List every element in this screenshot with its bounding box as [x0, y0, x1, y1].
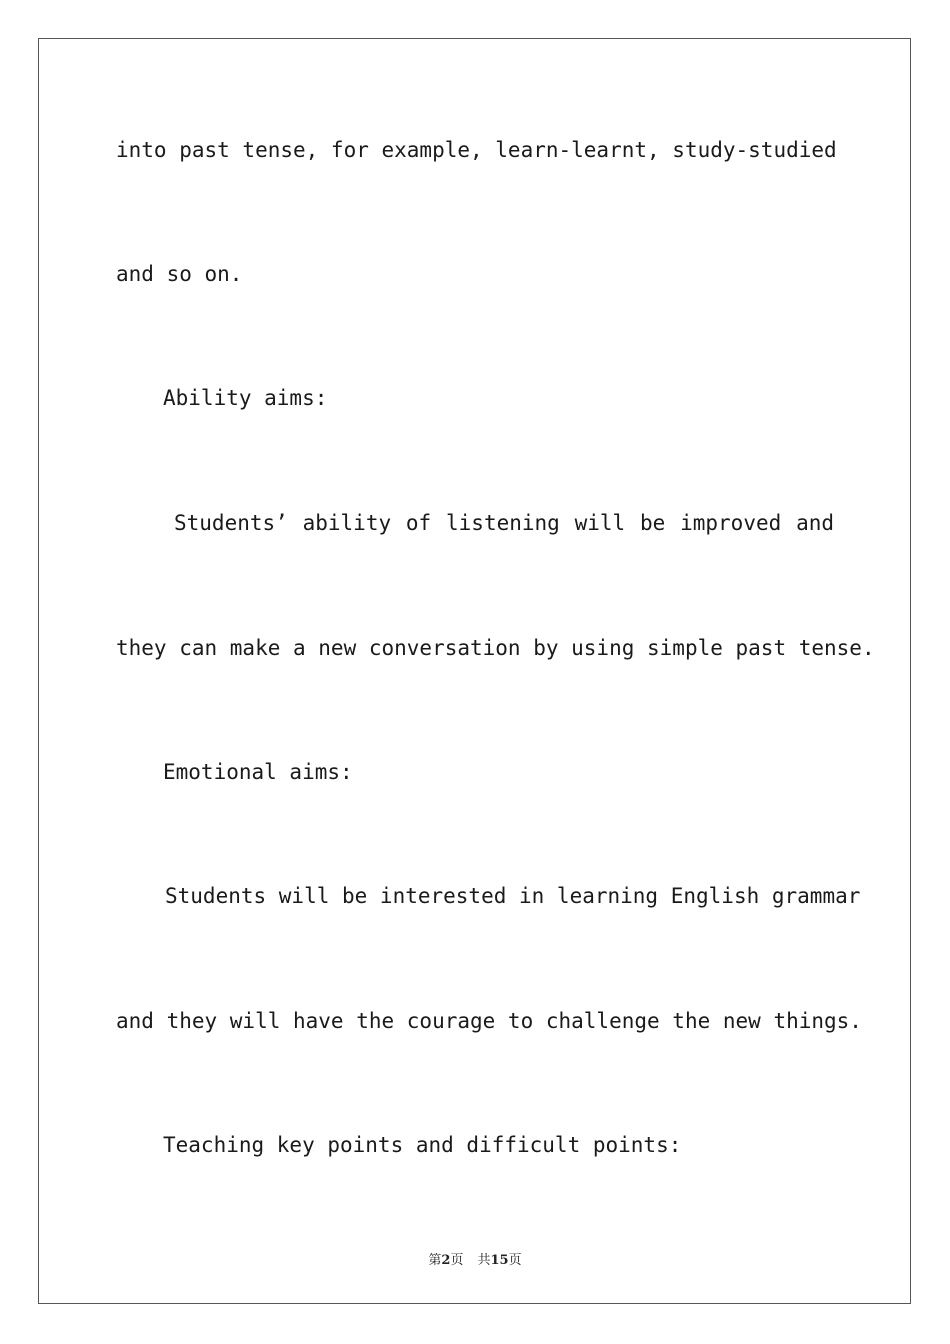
body-text-line: Students will be interested in learning English grammar [165, 884, 861, 908]
section-heading-ability-aims: Ability aims: [163, 386, 328, 410]
page-frame [38, 38, 911, 1304]
page-prefix: 第 [428, 1253, 442, 1268]
page-suffix: 页 [450, 1253, 464, 1268]
total-pages: 15 [490, 1253, 509, 1268]
body-text-line: and they will have the courage to challenge the new things. [116, 1009, 862, 1033]
page-number: 2 [441, 1253, 451, 1268]
section-heading-emotional-aims: Emotional aims: [163, 760, 353, 784]
body-text-line: they can make a new conversation by using simple past tense. [116, 636, 875, 660]
page-footer [0, 1249, 950, 1268]
total-suffix: 页 [508, 1253, 522, 1268]
body-text-line: into past tense, for example, learn-learnt, study-studied [116, 138, 837, 162]
total-prefix: 共 [477, 1253, 491, 1268]
section-heading-key-points: Teaching key points and difficult points: [163, 1133, 682, 1157]
body-text-line: and so on. [116, 262, 243, 286]
body-text-line: Students’ ability of listening will be improved and [174, 511, 834, 535]
